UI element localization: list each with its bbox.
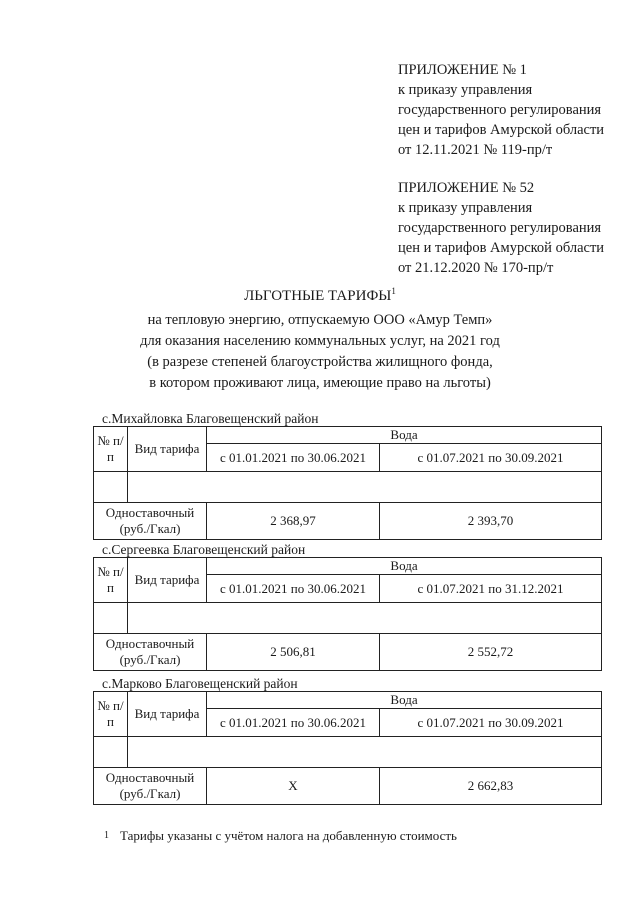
district-label: с.Сергеевка Благовещенский район (102, 542, 306, 557)
footnote (104, 828, 457, 844)
subtitle-line: для оказания населению коммунальных услуг, на 2021 год (140, 333, 500, 349)
tariff-table (93, 557, 602, 671)
kind-header: Вид тарифа (128, 692, 207, 737)
appendix-1-title: ПРИЛОЖЕНИЕ № 1 (398, 62, 527, 78)
appendix-52-line: от 21.12.2020 № 170-пр/т (398, 260, 554, 276)
kind-header: Вид тарифа (128, 427, 207, 472)
empty-cell (128, 472, 602, 503)
tariff-table (93, 691, 602, 805)
district-label: с.Михайловка Благовещенский район (102, 411, 319, 426)
appendix-1-line: к приказу управления (398, 82, 533, 98)
footnote-mark: 1 (104, 830, 109, 841)
period-1-header: с 01.01.2021 по 30.06.2021 (207, 575, 380, 603)
tariff-value-1: Х (207, 768, 380, 805)
voda-header: Вода (207, 558, 602, 575)
tariff-value-2: 2 662,83 (380, 768, 602, 805)
period-1-header: с 01.01.2021 по 30.06.2021 (207, 444, 380, 472)
voda-header: Вода (207, 427, 602, 444)
appendix-1-block (398, 60, 604, 160)
tariff-value-2: 2 552,72 (380, 634, 602, 671)
subtitle-line: (в разрезе степеней благоустройства жилищного фонда, (147, 354, 493, 370)
appendix-52-title: ПРИЛОЖЕНИЕ № 52 (398, 180, 535, 196)
tariff-label: Одноставочный (руб./Гкал) (94, 503, 207, 540)
kind-header: Вид тарифа (128, 558, 207, 603)
appendix-52-line: государственного регулирования (398, 220, 602, 236)
tariff-value-2: 2 393,70 (380, 503, 602, 540)
document-title (0, 286, 640, 306)
tariff-label: Одноставочный (руб./Гкал) (94, 768, 207, 805)
num-header: № п/п (94, 427, 128, 472)
period-2-header: с 01.07.2021 по 31.12.2021 (380, 575, 602, 603)
num-header: № п/п (94, 692, 128, 737)
appendix-52-line: цен и тарифов Амурской области (398, 240, 605, 256)
tariff-label: Одноставочный (руб./Гкал) (94, 634, 207, 671)
empty-cell (128, 603, 602, 634)
appendix-1-line: цен и тарифов Амурской области (398, 122, 605, 138)
tariff-value-1: 2 506,81 (207, 634, 380, 671)
period-1-header: с 01.01.2021 по 30.06.2021 (207, 709, 380, 737)
empty-cell (94, 472, 128, 503)
district-label: с.Марково Благовещенский район (102, 676, 298, 691)
tariff-value-1: 2 368,97 (207, 503, 380, 540)
footnote-text: Тарифы указаны с учётом налога на добавленную стоимость (120, 828, 457, 843)
period-2-header: с 01.07.2021 по 30.09.2021 (380, 709, 602, 737)
subtitle-line: на тепловую энергию, отпускаемую ООО «Амур Темп» (147, 312, 493, 328)
empty-cell (128, 737, 602, 768)
voda-header: Вода (207, 692, 602, 709)
period-2-header: с 01.07.2021 по 30.09.2021 (380, 444, 602, 472)
appendix-1-line: государственного регулирования (398, 102, 602, 118)
document-subtitle (0, 310, 640, 394)
num-header: № п/п (94, 558, 128, 603)
empty-cell (94, 603, 128, 634)
appendix-52-block (398, 178, 604, 278)
subtitle-line: в котором проживают лица, имеющие право на льготы) (149, 375, 491, 391)
tariff-table (93, 426, 602, 540)
title-text: ЛЬГОТНЫЕ ТАРИФЫ (244, 288, 392, 304)
appendix-52-line: к приказу управления (398, 200, 533, 216)
title-footnote-mark: 1 (391, 286, 396, 296)
empty-cell (94, 737, 128, 768)
appendix-1-line: от 12.11.2021 № 119-пр/т (398, 142, 553, 158)
